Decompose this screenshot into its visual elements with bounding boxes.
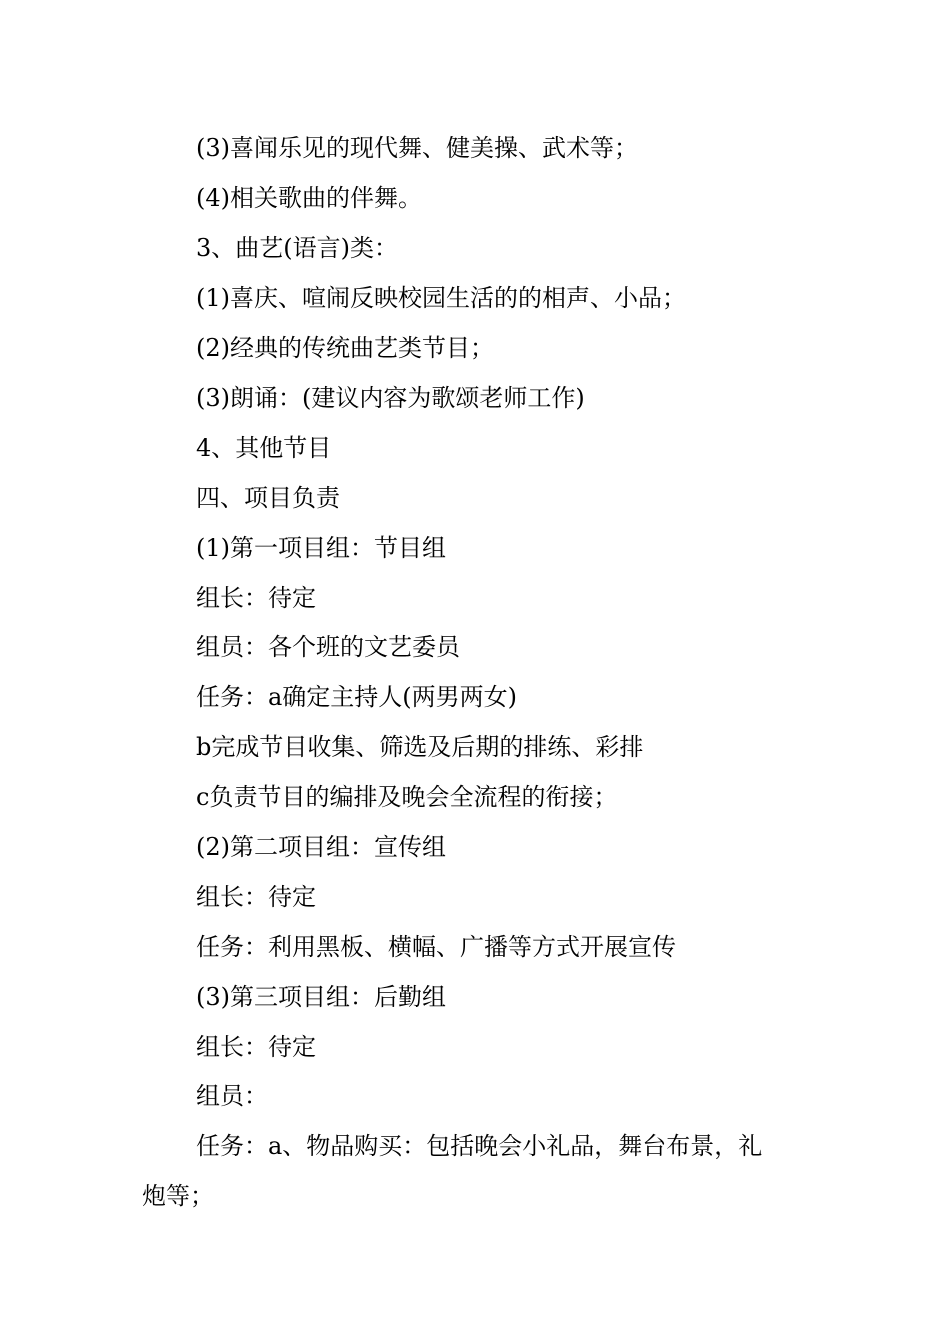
text-line: 组长：待定	[196, 584, 316, 612]
text-line: 任务：a、物品购买：包括晚会小礼品，舞台布景，礼	[196, 1132, 763, 1160]
section-heading: 3、曲艺(语言)类：	[196, 234, 398, 262]
text-line: 组长：待定	[196, 883, 316, 911]
text-line: (3)喜闻乐见的现代舞、健美操、武术等；	[196, 134, 638, 162]
text-line: (3)第三项目组：后勤组	[196, 983, 446, 1011]
text-line: (1)第一项目组：节目组	[196, 534, 446, 562]
text-line: (4)相关歌曲的伴舞。	[196, 184, 422, 212]
text-line: 组员：	[196, 1082, 268, 1110]
text-line: (1)喜庆、喧闹反映校园生活的的相声、小品；	[196, 284, 686, 312]
text-line: (2)经典的传统曲艺类节目；	[196, 334, 494, 362]
section-heading: 四、项目负责	[196, 484, 340, 512]
text-line: 任务：a确定主持人(两男两女)	[196, 683, 518, 711]
text-line: (3)朗诵：(建议内容为歌颂老师工作)	[196, 384, 585, 412]
text-line: (2)第二项目组：宣传组	[196, 833, 446, 861]
text-line: 组长：待定	[196, 1033, 316, 1061]
text-line: c负责节目的编排及晚会全流程的衔接；	[196, 783, 618, 811]
text-line: 任务：利用黑板、横幅、广播等方式开展宣传	[196, 933, 676, 961]
text-line: 组员：各个班的文艺委员	[196, 633, 460, 661]
text-line-continuation: 炮等；	[142, 1182, 214, 1210]
section-heading: 4、其他节目	[196, 434, 332, 462]
text-line: b完成节目收集、筛选及后期的排练、彩排	[196, 733, 644, 761]
